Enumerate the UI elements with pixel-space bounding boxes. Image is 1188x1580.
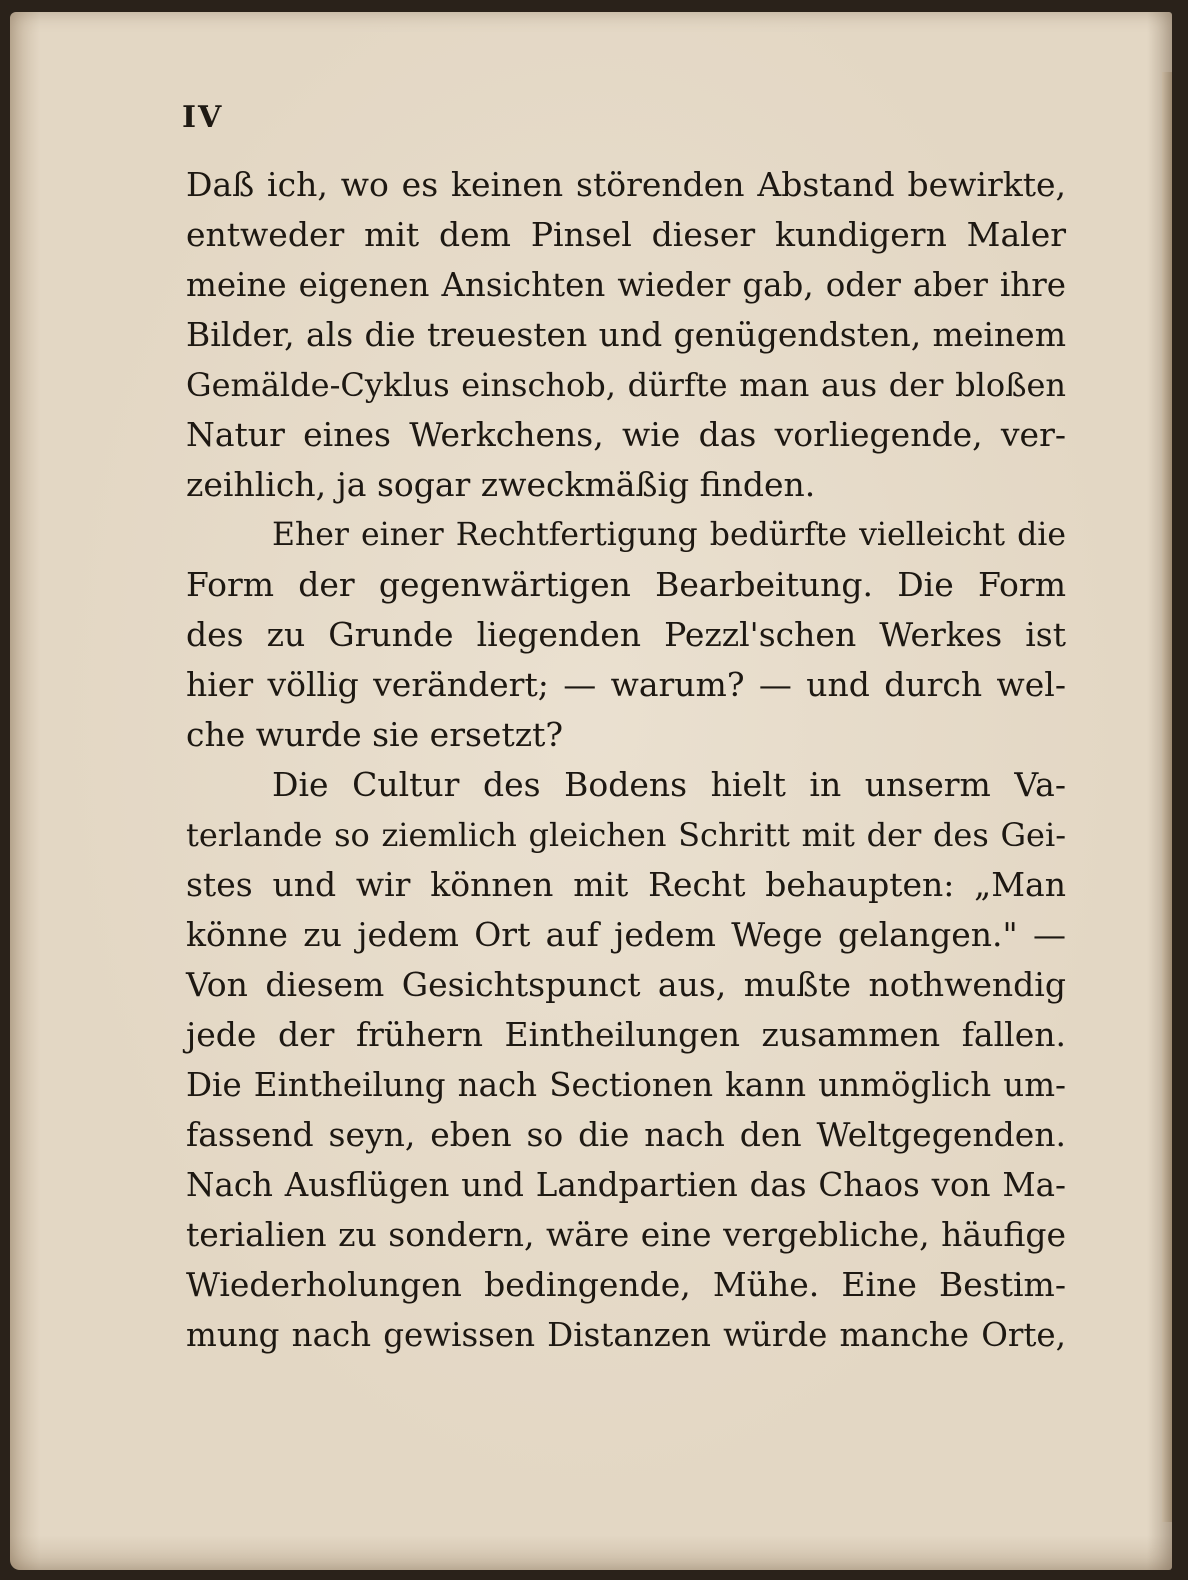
text-line: fassend seyn, eben so die nach den Weltgegenden. bbox=[186, 1115, 1066, 1154]
text-line: jede der frühern Eintheilungen zusammen fallen. bbox=[186, 1015, 1066, 1054]
text-line: Form der gegenwärtigen Bearbeitung. Die Form bbox=[186, 565, 1066, 604]
text-line: Die Cultur des Bodens hielt in unserm Va- bbox=[272, 765, 1066, 804]
text-line: terialien zu sondern, wäre eine vergebliche, häufige bbox=[186, 1215, 1066, 1254]
text-line: Bilder, als die treuesten und genügendsten, meinem bbox=[186, 315, 1066, 354]
text-line: Die Eintheilung nach Sectionen kann unmöglich um- bbox=[186, 1066, 1066, 1104]
text-line: terlande so ziemlich gleichen Schritt mit der des Gei- bbox=[186, 816, 1066, 854]
text-line: hier völlig verändert; — warum? — und durch wel- bbox=[186, 665, 1066, 704]
text-line: des zu Grunde liegenden Pezzl'schen Werkes ist bbox=[186, 615, 1066, 654]
text-line: entweder mit dem Pinsel dieser kundigern Maler bbox=[186, 215, 1066, 254]
text-line: Eher einer Rechtfertigung bedürfte vielleicht die bbox=[272, 517, 1066, 553]
text-line: Gemälde-Cyklus einschob, dürfte man aus der bloßen bbox=[186, 366, 1066, 404]
text-line: meine eigenen Ansichten wieder gab, oder aber ihre bbox=[186, 266, 1066, 304]
text-line: che wurde sie ersetzt? bbox=[186, 715, 564, 754]
text-line: könne zu jedem Ort auf jedem Wege gelangen." — bbox=[186, 915, 1066, 954]
text-line: Von diesem Gesichtspunct aus, mußte nothwendig bbox=[186, 965, 1066, 1004]
text-line: zeihlich, ja sogar zweckmäßig finden. bbox=[186, 465, 816, 504]
page-number: IV bbox=[182, 100, 224, 135]
page-edge bbox=[1162, 72, 1172, 1522]
text-line: mung nach gewissen Distanzen würde manche Orte, bbox=[186, 1316, 1066, 1354]
text-line: Natur eines Werkchens, wie das vorliegende, ver- bbox=[186, 415, 1066, 454]
text-line: stes und wir können mit Recht behaupten: „Man bbox=[186, 865, 1066, 904]
text-line: Nach Ausflügen und Landpartien das Chaos von Ma- bbox=[186, 1166, 1066, 1204]
text-line: Wiederholungen bedingende, Mühe. Eine Bestim- bbox=[186, 1265, 1066, 1304]
text-line: Daß ich, wo es keinen störenden Abstand bewirkte, bbox=[186, 165, 1066, 204]
body-text bbox=[186, 160, 1066, 1360]
